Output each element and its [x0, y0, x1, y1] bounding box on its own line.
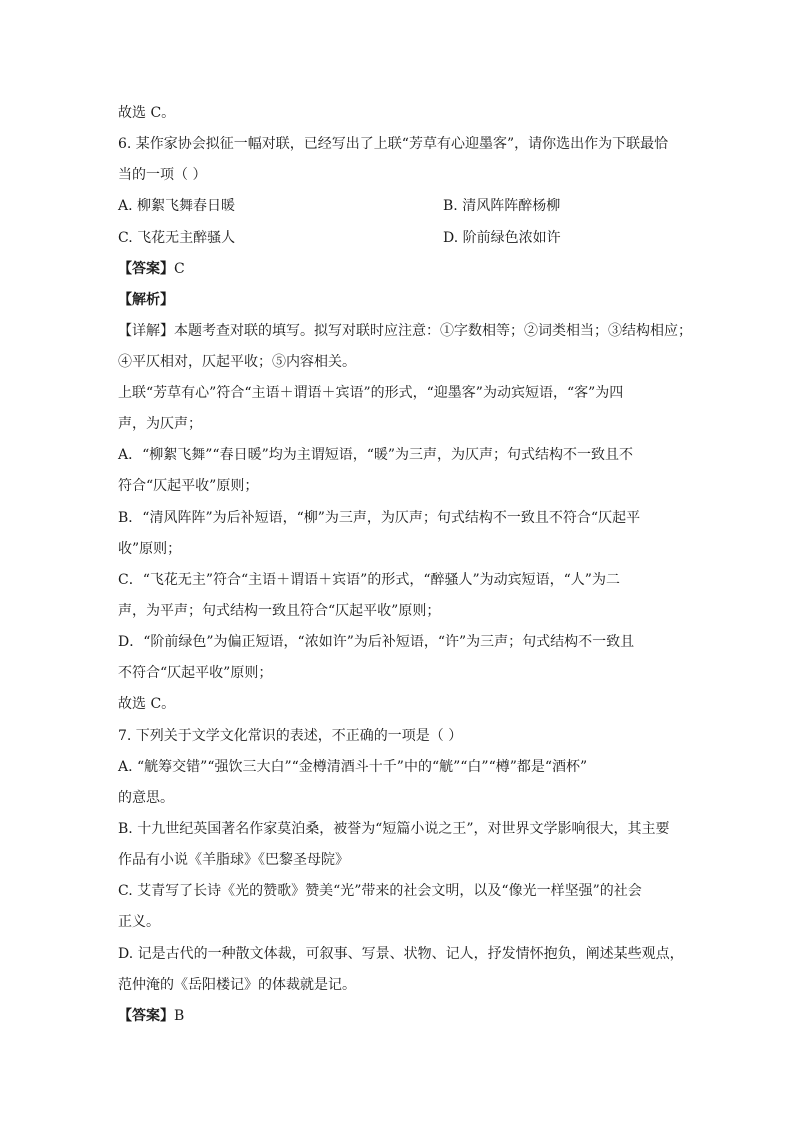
answer-label: 【答案】 [118, 261, 174, 277]
analysis-label: 【解析】 [118, 292, 174, 308]
option-d: D. 阶前绿色浓如许 [443, 230, 561, 246]
question-6-stem-cont: 当的一项（ ） [118, 167, 207, 183]
text-line: B．“清风阵阵”为后补短语，“柳”为三声，为仄声；句式结构不一致且不符合“仄起平 [118, 510, 641, 526]
option-a: A. 柳絮飞舞春日暖 [118, 198, 236, 214]
question-7-stem: 7. 下列关于文学文化常识的表述，不正确的一项是（ ） [118, 728, 463, 744]
answer-value: C [174, 261, 185, 277]
text-line: D. 记是古代的一种散文体裁，可叙事、写景、状物、记人，抒发情怀抱负，阐述某些观点， [118, 946, 684, 962]
text-line: 符合“仄起平收”原则； [118, 478, 259, 494]
text-line: A．“柳絮飞舞”“春日暖”均为主谓短语，“暖”为三声，为仄声；句式结构不一致且不 [118, 447, 634, 463]
text-line: 作品有小说《羊脂球》《巴黎圣母院》 [118, 852, 349, 868]
text-line: 的意思。 [118, 790, 174, 806]
text-line: C. 艾青写了长诗《光的赞歌》赞美“光”带来的社会文明，以及“像光一样坚强”的社会 [118, 883, 642, 899]
text-line: 上联“芳草有心”符合“主语＋谓语＋宾语”的形式，“迎墨客”为动宾短语，“客”为四 [118, 385, 624, 401]
text-line: 收”原则； [118, 541, 182, 557]
text-line: C．“飞花无主”符合“主语＋谓语＋宾语”的形式，“醉骚人”为动宾短语，“人”为二 [118, 572, 620, 588]
text-line: D．“阶前绿色”为偏正短语，“浓如许”为后补短语，“许”为三声；句式结构不一致且 [118, 634, 635, 650]
answer-line [118, 1006, 184, 1026]
answer-line [118, 259, 185, 279]
text-line: 【详解】本题考查对联的填写。拟写对联时应注意：①字数相等；②词类相当；③结构相应； [118, 323, 692, 339]
text-line: 故选 C。 [118, 696, 176, 712]
option-c: C. 飞花无主醉骚人 [118, 230, 236, 246]
text-line: 声，为仄声； [118, 416, 202, 432]
answer-label: 【答案】 [118, 1008, 174, 1024]
question-6-stem: 6. 某作家协会拟征一幅对联，已经写出了上联“芳草有心迎墨客”，请你选出作为下联最恰 [118, 136, 669, 152]
option-b: B. 清风阵阵醉杨柳 [443, 198, 561, 214]
text-line: 不符合“仄起平收”原则； [118, 665, 273, 681]
text-line: 声，为平声；句式结构一致且符合“仄起平收”原则； [118, 603, 441, 619]
answer-value: B [174, 1008, 185, 1024]
text-line: B. 十九世纪英国著名作家莫泊桑，被誉为“短篇小说之王”，对世界文学影响很大，其主要 [118, 821, 670, 837]
text-line: 范仲淹的《岳阳楼记》的体裁就是记。 [118, 977, 356, 993]
text-line: ④平仄相对，仄起平收；⑤内容相关。 [118, 354, 356, 370]
text-line: 正义。 [118, 914, 160, 930]
text-line: 故选 C。 [118, 105, 176, 121]
text-line: A. “觥筹交错”“强饮三大白”“金樽清酒斗十千”中的“觥”“白”“樽”都是“酒杯” [118, 759, 588, 775]
